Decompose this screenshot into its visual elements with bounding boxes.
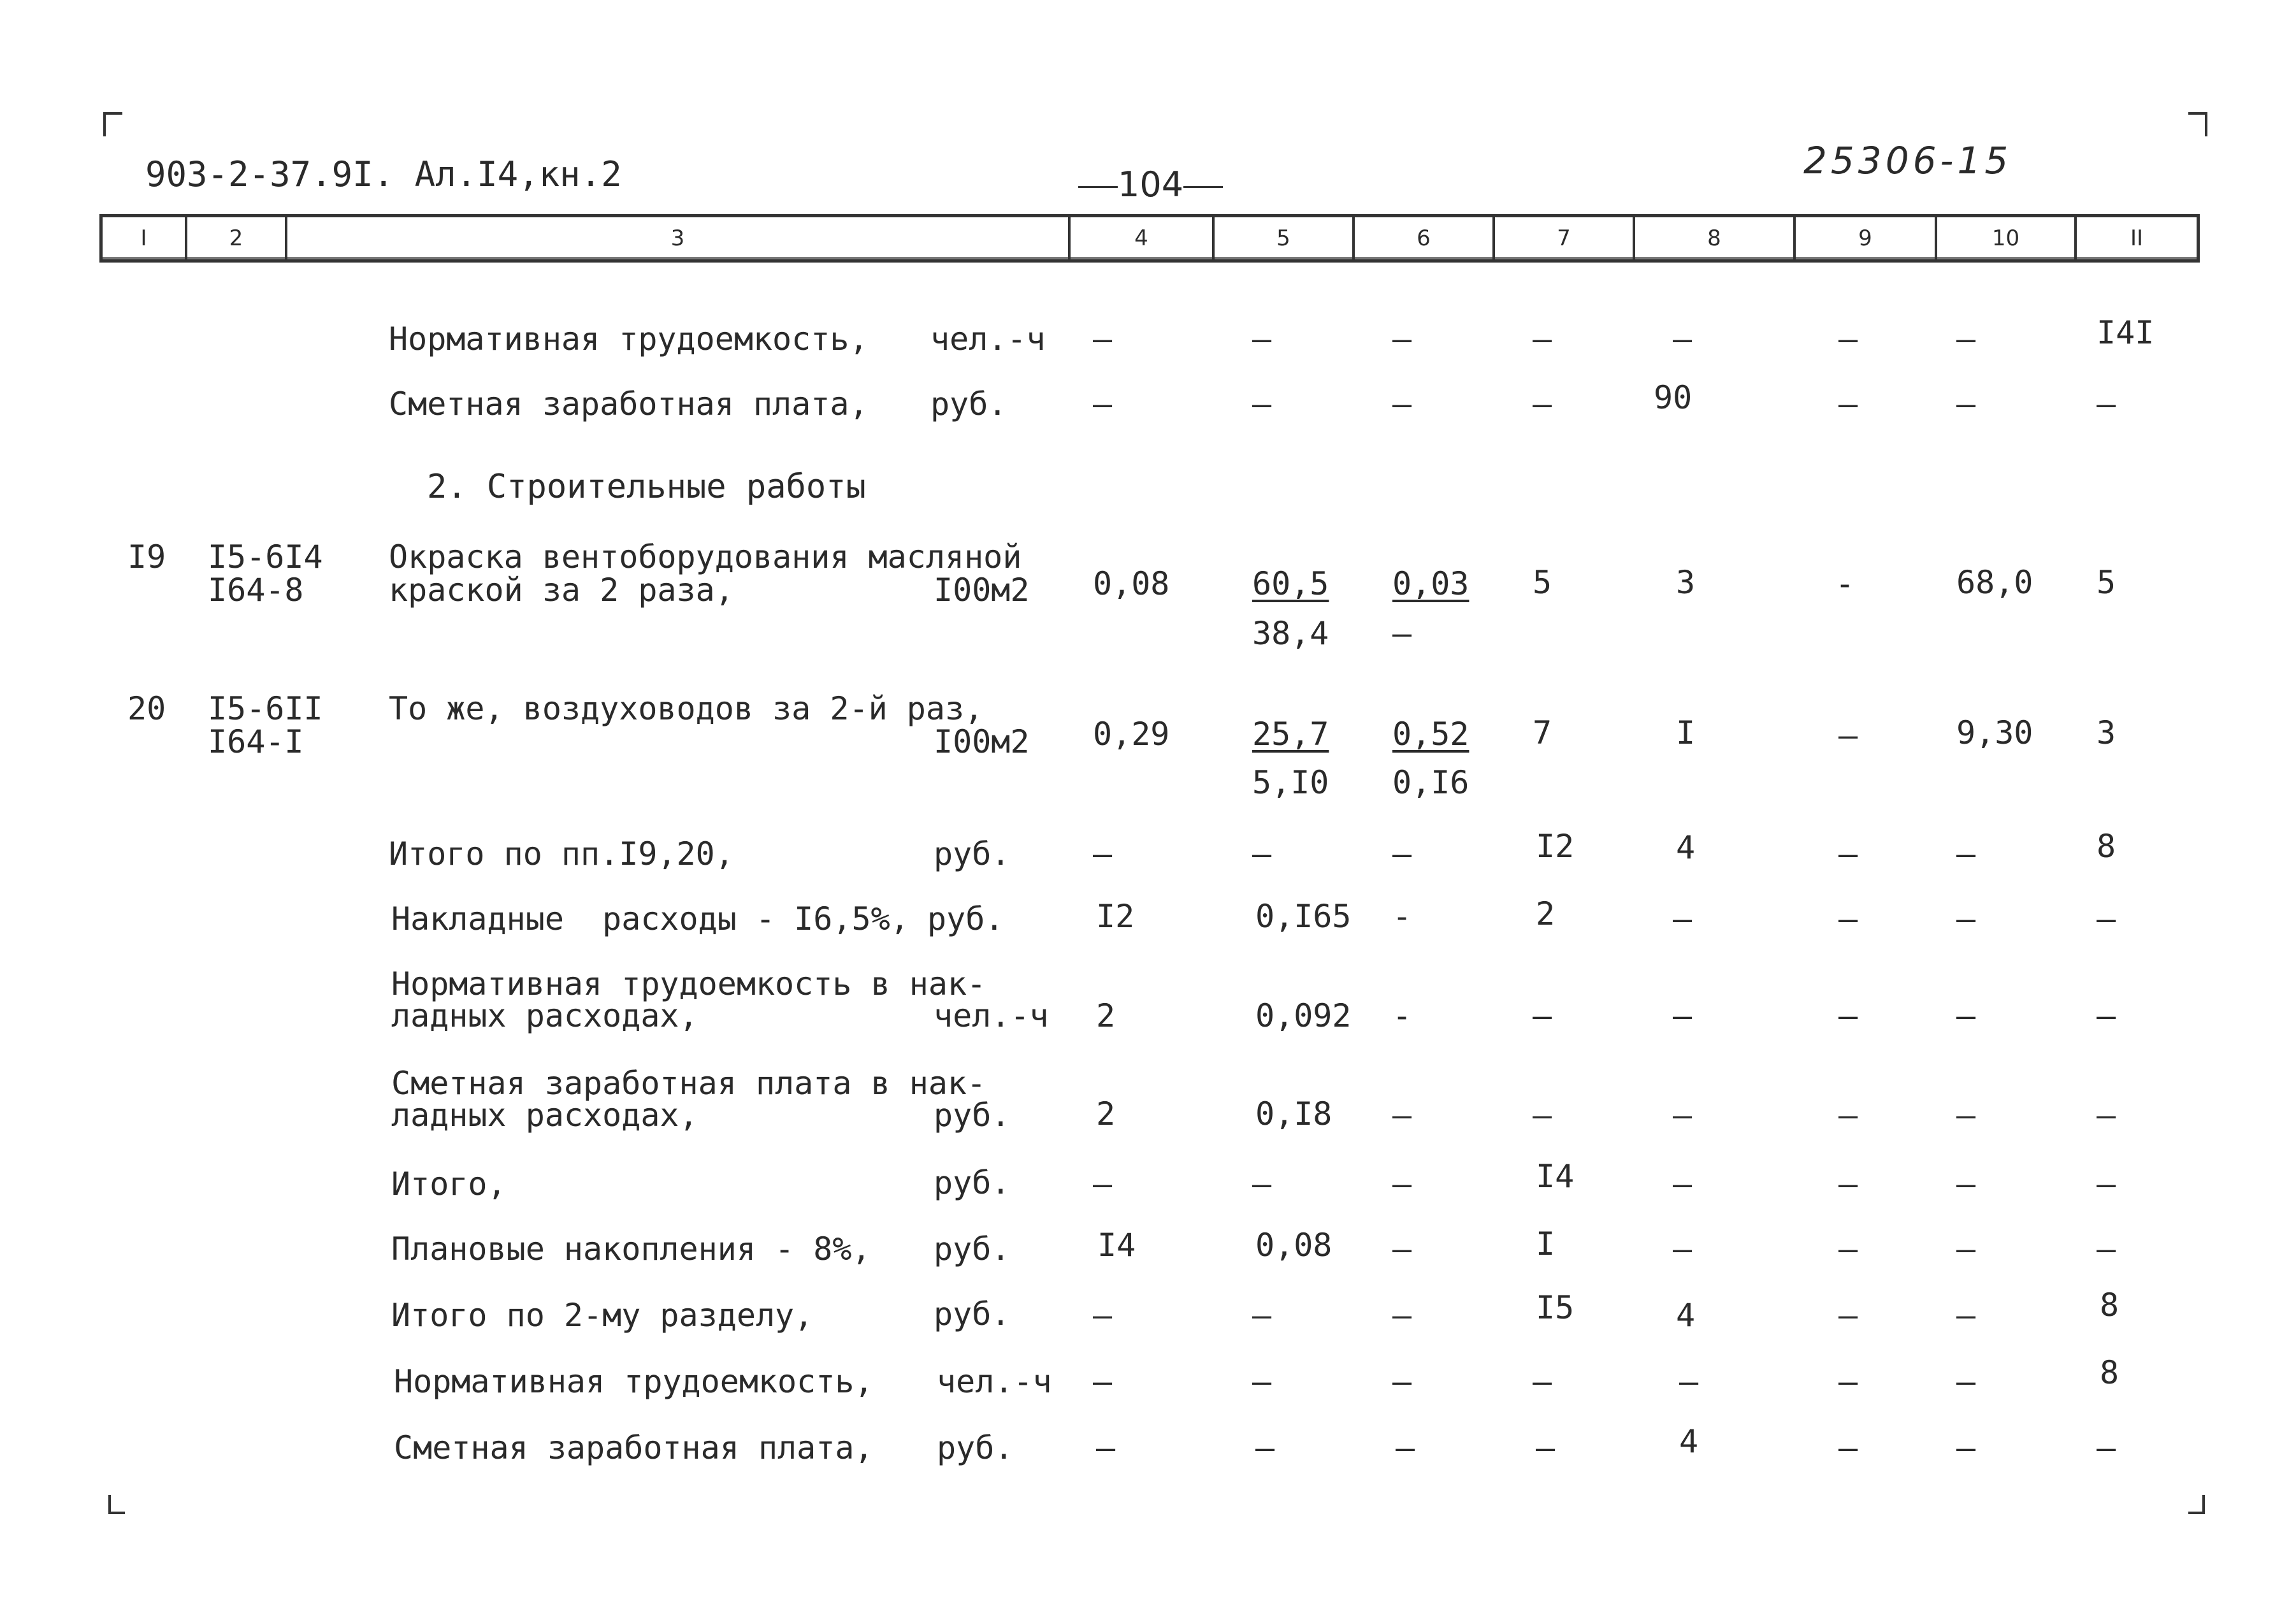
- cell-col5: –: [1255, 1429, 1275, 1466]
- cell-col5: 0,I8: [1255, 1095, 1332, 1132]
- column-number: II: [2130, 226, 2144, 251]
- cell-col7: 2: [1536, 895, 1556, 932]
- row-label: Итого по пп.I9,20,: [389, 835, 734, 872]
- row-label: Плановые накопления - 8%,: [391, 1231, 871, 1268]
- cell-col9: –: [1838, 835, 1858, 872]
- cell-col4: –: [1092, 1363, 1113, 1400]
- cell-col4: I4: [1097, 1227, 1136, 1264]
- row-unit: чел.-ч: [937, 1363, 1052, 1400]
- cell-col5: 0,092: [1255, 997, 1352, 1034]
- cell-col5: –: [1252, 835, 1272, 872]
- cell-col6: –: [1392, 321, 1412, 358]
- cell-col8: –: [1672, 1166, 1693, 1203]
- cell-col8: –: [1672, 321, 1693, 358]
- cell-col10: –: [1956, 1097, 1976, 1134]
- cell-col6-lower: 0,I6: [1392, 764, 1469, 801]
- cell-col10: –: [1956, 1166, 1976, 1203]
- document-code: 903-2-37.9I. Ал.I4,кн.2: [145, 154, 622, 194]
- row-label: Окраска вентоборудования масляной: [389, 538, 1022, 575]
- cell-col11: 8: [2100, 1354, 2119, 1391]
- cell-col7: –: [1532, 997, 1552, 1034]
- cell-col4: 2: [1096, 997, 1116, 1034]
- row-label: ладных расходах,: [391, 1097, 698, 1134]
- cell-col4: 0,29: [1093, 716, 1170, 753]
- row-label: Сметная заработная плата в нак-: [391, 1065, 986, 1102]
- cell-col5: –: [1252, 321, 1272, 358]
- row-code: I64-I: [208, 723, 304, 760]
- cell-col5: 60,5: [1252, 565, 1329, 602]
- cell-col6: –: [1392, 1097, 1412, 1134]
- column-number: 3: [287, 217, 1071, 259]
- column-number: 2: [187, 217, 287, 259]
- cell-col11: –: [2096, 1429, 2116, 1466]
- cell-col11: –: [2096, 900, 2116, 937]
- cell-col8: 90: [1654, 379, 1693, 416]
- cell-col7: –: [1532, 321, 1552, 358]
- row-unit: I00м2: [934, 572, 1030, 609]
- cell-col6: –: [1395, 1429, 1415, 1466]
- section-title: 2. Строительные работы: [427, 468, 866, 506]
- row-unit: руб.: [934, 835, 1011, 872]
- cell-col10: –: [1956, 835, 1976, 872]
- cell-col6: –: [1392, 1363, 1412, 1400]
- cell-col5-lower: 5,I0: [1252, 764, 1329, 801]
- cell-col8: –: [1672, 1097, 1693, 1134]
- row-unit: руб.: [934, 1231, 1011, 1268]
- cell-col6: –: [1392, 1297, 1412, 1334]
- cell-col10: –: [1956, 997, 1976, 1034]
- row-unit: I00м2: [934, 723, 1030, 760]
- cell-col11: 5: [2097, 564, 2116, 601]
- page-number-value: 104: [1118, 164, 1184, 205]
- cell-col7: –: [1532, 1363, 1552, 1400]
- column-number: 4: [1071, 217, 1215, 259]
- row-label: краской за 2 раза,: [389, 572, 734, 609]
- column-number: 8: [1635, 217, 1796, 259]
- row-number: 20: [127, 690, 166, 727]
- cell-col6: 0,03: [1392, 565, 1469, 602]
- cell-col4: –: [1092, 321, 1113, 358]
- cell-col8: 4: [1676, 1297, 1696, 1334]
- cell-col4: –: [1092, 386, 1113, 423]
- cell-col7: I2: [1536, 828, 1575, 865]
- cell-col5: –: [1252, 1363, 1272, 1400]
- row-label: Нормативная трудоемкость,: [394, 1363, 874, 1400]
- cell-col6-lower: –: [1392, 615, 1412, 652]
- cell-col7: I: [1536, 1225, 1556, 1262]
- cell-col4: –: [1092, 835, 1113, 872]
- cell-col9: –: [1838, 1429, 1858, 1466]
- cell-col5-lower: 38,4: [1252, 615, 1329, 652]
- cell-col9: –: [1838, 1363, 1858, 1400]
- cell-col4: –: [1095, 1429, 1116, 1466]
- corner-mark-bottom-left: [108, 1495, 125, 1514]
- sheet-code: 25306-15: [1803, 139, 2012, 182]
- cell-col10: –: [1956, 1363, 1976, 1400]
- cell-col11: –: [2096, 1231, 2116, 1268]
- cell-col10: –: [1956, 321, 1976, 358]
- row-unit: чел.-ч: [930, 321, 1046, 358]
- row-label: Итого,: [391, 1166, 507, 1203]
- row-unit: руб.: [934, 1296, 1011, 1333]
- row-label: Сметная заработная плата,: [394, 1429, 874, 1466]
- cell-col11: I4I: [2097, 314, 2155, 351]
- cell-col11: –: [2096, 386, 2116, 423]
- cell-col11: 8: [2100, 1287, 2119, 1324]
- cell-col7: –: [1532, 1097, 1552, 1134]
- cell-col4: 0,08: [1093, 565, 1170, 602]
- cell-col9: –: [1838, 717, 1858, 754]
- column-number: 6: [1355, 217, 1495, 259]
- cell-col11: –: [2096, 1166, 2116, 1203]
- row-label: Нормативная трудоемкость в нак-: [391, 965, 986, 1002]
- cell-col11: 3: [2097, 714, 2116, 751]
- cell-col9: -: [1835, 565, 1855, 602]
- corner-mark-top-left: [103, 112, 122, 136]
- cell-col9: –: [1838, 1297, 1858, 1334]
- row-unit: руб.: [927, 900, 1004, 937]
- row-code: I64-8: [208, 572, 304, 609]
- cell-col5: 0,08: [1255, 1227, 1332, 1264]
- cell-col11: –: [2096, 997, 2116, 1034]
- cell-col9: –: [1838, 1166, 1858, 1203]
- cell-col6: -: [1392, 898, 1412, 935]
- cell-col10: 9,30: [1956, 714, 2033, 751]
- row-code: I5-6II: [208, 690, 323, 727]
- cell-col8: –: [1672, 1231, 1693, 1268]
- cell-col9: –: [1838, 386, 1858, 423]
- cell-col7: 5: [1533, 564, 1552, 601]
- cell-col9: –: [1838, 1231, 1858, 1268]
- row-label: То же, воздуховодов за 2-й раз,: [389, 690, 984, 727]
- row-unit: руб.: [934, 1097, 1011, 1134]
- cell-col9: –: [1838, 1097, 1858, 1134]
- cell-col8: I: [1676, 714, 1696, 751]
- cell-col8: 4: [1679, 1423, 1699, 1460]
- cell-col4: 2: [1096, 1095, 1116, 1132]
- row-label: ладных расходах,: [391, 997, 698, 1034]
- cell-col4: –: [1092, 1297, 1113, 1334]
- column-number-header: [99, 214, 2200, 263]
- row-label: Нормативная трудоемкость,: [389, 321, 869, 358]
- cell-col7: 7: [1533, 714, 1552, 751]
- row-number: I9: [127, 538, 166, 575]
- cell-col10: –: [1956, 1297, 1976, 1334]
- row-unit: руб.: [934, 1164, 1011, 1201]
- cell-col5: –: [1252, 1297, 1272, 1334]
- cell-col4: I2: [1096, 898, 1135, 935]
- row-unit: руб.: [930, 386, 1007, 423]
- cell-col5: 25,7: [1252, 716, 1329, 753]
- cell-col8: 4: [1676, 829, 1696, 866]
- cell-col6: –: [1392, 1231, 1412, 1268]
- cell-col9: –: [1838, 997, 1858, 1034]
- corner-mark-top-right: [2188, 112, 2207, 136]
- cell-col10: –: [1956, 386, 1976, 423]
- cell-col6: –: [1392, 835, 1412, 872]
- cell-col11: 8: [2097, 828, 2116, 865]
- column-number: 7: [1495, 217, 1635, 259]
- column-number: 9: [1796, 217, 1937, 259]
- cell-col7: I4: [1536, 1158, 1575, 1195]
- cell-col11: –: [2096, 1097, 2116, 1134]
- cell-col7: I5: [1536, 1289, 1575, 1326]
- cell-col8: 3: [1676, 564, 1696, 601]
- cell-col8: –: [1672, 900, 1693, 937]
- cell-col5: 0,I65: [1255, 898, 1352, 935]
- cell-col10: –: [1956, 1231, 1976, 1268]
- cell-col10: –: [1956, 900, 1976, 937]
- column-number: I: [103, 217, 187, 259]
- row-label: Сметная заработная плата,: [389, 386, 869, 423]
- column-number: 10: [1937, 217, 2077, 259]
- row-label: Итого по 2-му разделу,: [391, 1297, 814, 1334]
- row-label: Накладные расходы - I6,5%,: [391, 900, 909, 937]
- cell-col6: –: [1392, 386, 1412, 423]
- cell-col10: 68,0: [1956, 564, 2033, 601]
- cell-col9: –: [1838, 321, 1858, 358]
- page-number: [1078, 164, 1223, 205]
- cell-col7: –: [1535, 1429, 1556, 1466]
- cell-col9: –: [1838, 900, 1858, 937]
- cell-col4: –: [1092, 1166, 1113, 1203]
- cell-col5: –: [1252, 1166, 1272, 1203]
- cell-col8: –: [1679, 1363, 1699, 1400]
- cell-col8: –: [1672, 997, 1693, 1034]
- cell-col7: –: [1532, 386, 1552, 423]
- cell-col5: –: [1252, 386, 1272, 423]
- cell-col6: 0,52: [1392, 716, 1469, 753]
- column-number: 5: [1215, 217, 1355, 259]
- corner-mark-bottom-right: [2188, 1495, 2205, 1514]
- cell-col6: –: [1392, 1166, 1412, 1203]
- row-unit: чел.-ч: [934, 997, 1049, 1034]
- row-code: I5-6I4: [208, 538, 323, 575]
- row-unit: руб.: [937, 1429, 1014, 1466]
- cell-col6: -: [1392, 997, 1412, 1034]
- cell-col10: –: [1956, 1429, 1976, 1466]
